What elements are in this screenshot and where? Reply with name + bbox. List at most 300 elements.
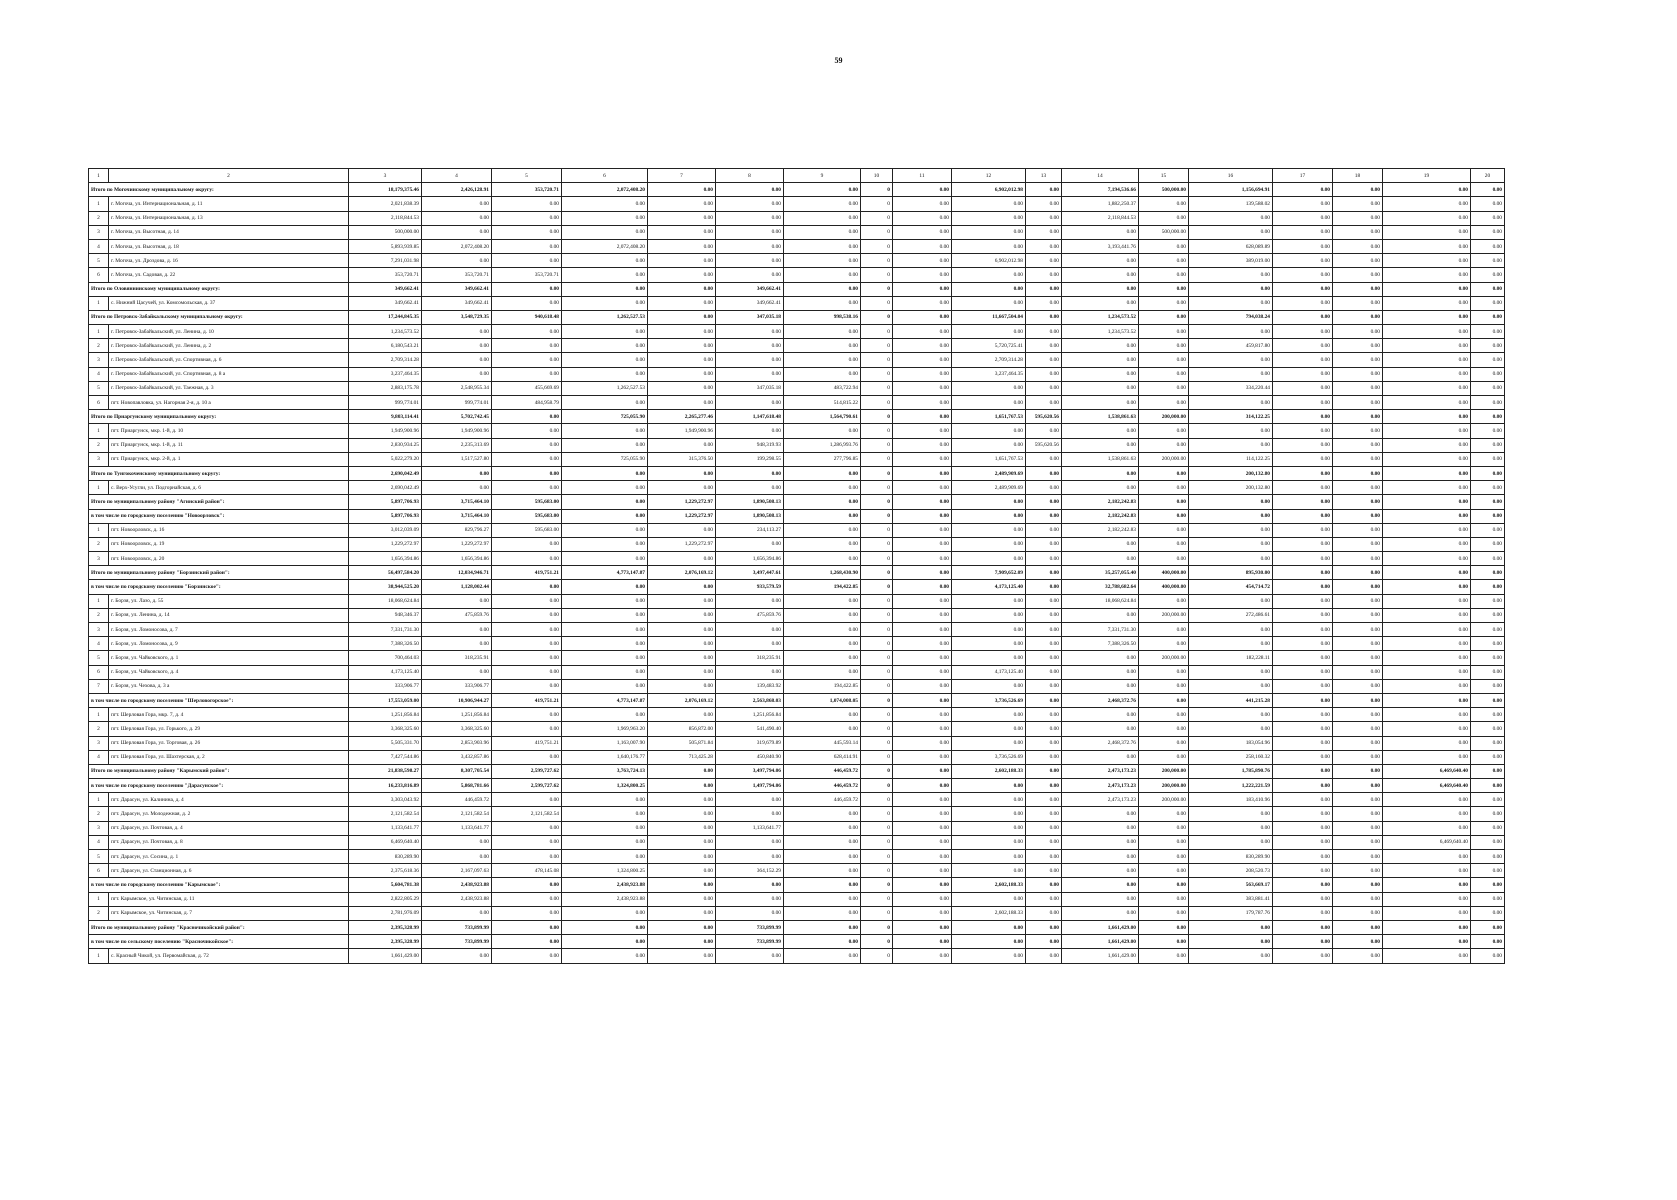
cell-col-9: 0.00	[784, 183, 861, 197]
cell-col-6: 2,438,923.88	[562, 878, 648, 892]
cell-col-12: 0.00	[952, 779, 1026, 793]
cell-col-12: 0.00	[952, 835, 1026, 849]
cell-col-8: 1,133,641.77	[716, 821, 784, 835]
cell-col-20: 0.00	[1471, 268, 1505, 282]
cell-col-11: 0.00	[893, 637, 952, 651]
row-address: г. Борзя, ул. Лазо, д. 55	[109, 594, 349, 608]
cell-col-4: 333,906.77	[422, 679, 492, 693]
cell-col-18: 0.00	[1333, 552, 1383, 566]
cell-col-16: 334,220.44	[1189, 381, 1273, 395]
cell-col-19: 0.00	[1383, 693, 1471, 707]
cell-col-9: 998,538.16	[784, 310, 861, 324]
cell-col-7: 0.00	[648, 850, 716, 864]
table-body	[89, 183, 1505, 963]
cell-col-15: 0.00	[1139, 906, 1189, 920]
cell-col-5: 0.00	[492, 594, 562, 608]
cell-col-13: 0.00	[1026, 310, 1062, 324]
cell-col-17: 0.00	[1273, 750, 1333, 764]
cell-col-14: 0.00	[1062, 367, 1139, 381]
cell-col-4: 0.00	[422, 850, 492, 864]
subtotal-row	[89, 693, 1505, 707]
cell-col-7: 0.00	[648, 381, 716, 395]
cell-col-4: 2,853,903.96	[422, 736, 492, 750]
cell-col-4: 0.00	[422, 949, 492, 963]
cell-col-18: 0.00	[1333, 424, 1383, 438]
cell-col-13: 0.00	[1026, 282, 1062, 296]
cell-col-6: 0.00	[562, 339, 648, 353]
cell-col-20: 0.00	[1471, 892, 1505, 906]
cell-col-3: 3,303,043.92	[349, 793, 422, 807]
cell-col-4: 12,034,946.71	[422, 566, 492, 580]
cell-col-11: 0.00	[893, 793, 952, 807]
cell-col-18: 0.00	[1333, 651, 1383, 665]
cell-col-15: 0.00	[1139, 495, 1189, 509]
cell-col-12: 0.00	[952, 793, 1026, 807]
row-address: г. Петровск-Забайкальский, ул. Спортивная, д. 8 а	[109, 367, 349, 381]
cell-col-19: 0.00	[1383, 381, 1471, 395]
cell-col-10: 0	[861, 693, 893, 707]
cell-col-18: 0.00	[1333, 665, 1383, 679]
cell-col-12: 1,651,767.53	[952, 452, 1026, 466]
cell-col-13: 595,620.56	[1026, 438, 1062, 452]
cell-col-15: 0.00	[1139, 339, 1189, 353]
cell-col-5: 0.00	[492, 637, 562, 651]
row-index: 1	[89, 296, 109, 310]
cell-col-11: 0.00	[893, 310, 952, 324]
cell-col-14: 2,468,372.76	[1062, 693, 1139, 707]
cell-col-17: 0.00	[1273, 850, 1333, 864]
cell-col-20: 0.00	[1471, 325, 1505, 339]
cell-col-18: 0.00	[1333, 750, 1383, 764]
cell-col-15: 0.00	[1139, 310, 1189, 324]
cell-col-3: 7,388,326.50	[349, 637, 422, 651]
table-row	[89, 339, 1505, 353]
cell-col-17: 0.00	[1273, 523, 1333, 537]
cell-col-15: 0.00	[1139, 637, 1189, 651]
cell-col-13: 0.00	[1026, 920, 1062, 934]
row-index: 1	[89, 594, 109, 608]
column-header-9: 9	[784, 169, 861, 183]
cell-col-12: 6,902,012.98	[952, 254, 1026, 268]
cell-col-11: 0.00	[893, 552, 952, 566]
cell-col-4: 1,128,002.44	[422, 580, 492, 594]
cell-col-4: 0.00	[422, 367, 492, 381]
cell-col-9: 0.00	[784, 608, 861, 622]
cell-col-6: 0.00	[562, 254, 648, 268]
cell-col-16: 0.00	[1189, 935, 1273, 949]
cell-col-13: 0.00	[1026, 339, 1062, 353]
cell-col-17: 0.00	[1273, 225, 1333, 239]
cell-col-8: 541,490.40	[716, 722, 784, 736]
cell-col-5: 0.00	[492, 835, 562, 849]
cell-col-8: 347,035.18	[716, 310, 784, 324]
cell-col-17: 0.00	[1273, 935, 1333, 949]
cell-col-10: 0	[861, 509, 893, 523]
cell-col-18: 0.00	[1333, 481, 1383, 495]
cell-col-16: 183,410.96	[1189, 793, 1273, 807]
cell-col-7: 2,076,169.12	[648, 566, 716, 580]
cell-col-8: 1,251,856.84	[716, 708, 784, 722]
cell-col-7: 1,949,900.96	[648, 424, 716, 438]
cell-col-12: 0.00	[952, 282, 1026, 296]
table-row	[89, 821, 1505, 835]
cell-col-7: 0.00	[648, 239, 716, 253]
cell-col-13: 0.00	[1026, 623, 1062, 637]
cell-col-3: 21,838,598.27	[349, 764, 422, 778]
cell-col-5: 0.00	[492, 296, 562, 310]
table-row	[89, 481, 1505, 495]
cell-col-8: 0.00	[716, 537, 784, 551]
cell-col-19: 0.00	[1383, 495, 1471, 509]
row-index: 6	[89, 268, 109, 282]
cell-col-9: 0.00	[784, 424, 861, 438]
row-address: г. Могоча, ул. Интернациональная, д. 11	[109, 197, 349, 211]
cell-col-19: 0.00	[1383, 750, 1471, 764]
cell-col-18: 0.00	[1333, 594, 1383, 608]
cell-col-15: 0.00	[1139, 282, 1189, 296]
subtotal-title: Итого по муниципальному району "Красночикойский район":	[89, 920, 349, 934]
row-index: 4	[89, 637, 109, 651]
cell-col-16: 441,215.28	[1189, 693, 1273, 707]
cell-col-8: 0.00	[716, 353, 784, 367]
cell-col-20: 0.00	[1471, 637, 1505, 651]
cell-col-8: 0.00	[716, 850, 784, 864]
cell-col-11: 0.00	[893, 750, 952, 764]
cell-col-8: 0.00	[716, 325, 784, 339]
cell-col-20: 0.00	[1471, 481, 1505, 495]
cell-col-7: 0.00	[648, 310, 716, 324]
cell-col-6: 0.00	[562, 353, 648, 367]
cell-col-12: 0.00	[952, 211, 1026, 225]
cell-col-19: 0.00	[1383, 410, 1471, 424]
cell-col-12: 0.00	[952, 594, 1026, 608]
cell-col-9: 446,459.72	[784, 793, 861, 807]
cell-col-4: 2,167,097.63	[422, 864, 492, 878]
cell-col-15: 0.00	[1139, 835, 1189, 849]
cell-col-17: 0.00	[1273, 339, 1333, 353]
cell-col-6: 0.00	[562, 821, 648, 835]
cell-col-15: 500,000.00	[1139, 225, 1189, 239]
cell-col-20: 0.00	[1471, 793, 1505, 807]
cell-col-4: 5,868,781.66	[422, 779, 492, 793]
cell-col-17: 0.00	[1273, 693, 1333, 707]
cell-col-17: 0.00	[1273, 481, 1333, 495]
cell-col-10: 0	[861, 353, 893, 367]
row-address: г. Борзя, ул. Чайковского, д. 1	[109, 651, 349, 665]
cell-col-18: 0.00	[1333, 566, 1383, 580]
cell-col-12: 0.00	[952, 708, 1026, 722]
cell-col-8: 0.00	[716, 239, 784, 253]
cell-col-16: 1,785,890.76	[1189, 764, 1273, 778]
cell-col-20: 0.00	[1471, 438, 1505, 452]
cell-col-19: 0.00	[1383, 821, 1471, 835]
row-address: г. Борзя, ул. Ленина, д. 14	[109, 608, 349, 622]
cell-col-15: 0.00	[1139, 708, 1189, 722]
cell-col-13: 0.00	[1026, 452, 1062, 466]
cell-col-17: 0.00	[1273, 906, 1333, 920]
subtotal-row	[89, 495, 1505, 509]
cell-col-14: 7,331,731.30	[1062, 623, 1139, 637]
cell-col-5: 419,751.21	[492, 566, 562, 580]
cell-col-16: 628,089.89	[1189, 239, 1273, 253]
cell-col-3: 349,662.41	[349, 282, 422, 296]
cell-col-3: 1,234,573.52	[349, 325, 422, 339]
cell-col-4: 0.00	[422, 325, 492, 339]
subtotal-row	[89, 764, 1505, 778]
row-index: 1	[89, 424, 109, 438]
cell-col-20: 0.00	[1471, 807, 1505, 821]
cell-col-15: 0.00	[1139, 438, 1189, 452]
cell-col-9: 1,286,993.76	[784, 438, 861, 452]
cell-col-7: 0.00	[648, 197, 716, 211]
cell-col-10: 0	[861, 935, 893, 949]
cell-col-14: 1,661,429.00	[1062, 949, 1139, 963]
cell-col-15: 0.00	[1139, 325, 1189, 339]
row-address: г. Могоча, ул. Дроздова, д. 16	[109, 254, 349, 268]
cell-col-16: 0.00	[1189, 367, 1273, 381]
cell-col-9: 0.00	[784, 367, 861, 381]
row-address: г. Могоча, ул. Садовая, д. 22	[109, 268, 349, 282]
table-row	[89, 651, 1505, 665]
cell-col-3: 4,173,125.40	[349, 665, 422, 679]
table-row	[89, 708, 1505, 722]
cell-col-6: 0.00	[562, 920, 648, 934]
cell-col-6: 0.00	[562, 296, 648, 310]
cell-col-6: 0.00	[562, 949, 648, 963]
cell-col-6: 2,438,923.88	[562, 892, 648, 906]
cell-col-17: 0.00	[1273, 679, 1333, 693]
cell-col-6: 1,324,800.25	[562, 864, 648, 878]
cell-col-18: 0.00	[1333, 452, 1383, 466]
cell-col-18: 0.00	[1333, 282, 1383, 296]
cell-col-19: 0.00	[1383, 807, 1471, 821]
subtotal-title: Итого по муниципальному району "Карымский район":	[89, 764, 349, 778]
cell-col-15: 0.00	[1139, 254, 1189, 268]
row-address: пгт. Новоорловск, д. 20	[109, 552, 349, 566]
cell-col-20: 0.00	[1471, 296, 1505, 310]
cell-col-18: 0.00	[1333, 736, 1383, 750]
cell-col-4: 353,720.71	[422, 268, 492, 282]
cell-col-13: 595,620.56	[1026, 410, 1062, 424]
cell-col-7: 1,229,272.97	[648, 495, 716, 509]
cell-col-5: 0.00	[492, 920, 562, 934]
cell-col-19: 0.00	[1383, 651, 1471, 665]
cell-col-5: 0.00	[492, 410, 562, 424]
cell-col-13: 0.00	[1026, 580, 1062, 594]
cell-col-17: 0.00	[1273, 197, 1333, 211]
cell-col-17: 0.00	[1273, 438, 1333, 452]
cell-col-18: 0.00	[1333, 495, 1383, 509]
cell-col-9: 194,422.85	[784, 580, 861, 594]
row-address: г. Борзя, ул. Чехова, д. 3 а	[109, 679, 349, 693]
cell-col-7: 0.00	[648, 864, 716, 878]
row-address: пгт. Приаргунск, мкр. 2-й, д. 1	[109, 452, 349, 466]
cell-col-4: 0.00	[422, 211, 492, 225]
cell-col-11: 0.00	[893, 183, 952, 197]
cell-col-14: 1,234,573.52	[1062, 325, 1139, 339]
cell-col-19: 0.00	[1383, 892, 1471, 906]
row-index: 1	[89, 708, 109, 722]
cell-col-17: 0.00	[1273, 623, 1333, 637]
cell-col-10: 0	[861, 339, 893, 353]
cell-col-6: 0.00	[562, 906, 648, 920]
cell-col-4: 2,438,923.88	[422, 892, 492, 906]
table-row	[89, 211, 1505, 225]
cell-col-11: 0.00	[893, 764, 952, 778]
cell-col-16: 0.00	[1189, 708, 1273, 722]
cell-col-10: 0	[861, 254, 893, 268]
cell-col-6: 0.00	[562, 623, 648, 637]
cell-col-11: 0.00	[893, 906, 952, 920]
cell-col-11: 0.00	[893, 708, 952, 722]
cell-col-12: 0.00	[952, 552, 1026, 566]
cell-col-8: 349,662.41	[716, 282, 784, 296]
subtotal-row	[89, 779, 1505, 793]
cell-col-3: 999,774.01	[349, 396, 422, 410]
row-address: с. Красный Чикой, ул. Первомайская, д. 72	[109, 949, 349, 963]
cell-col-12: 0.00	[952, 679, 1026, 693]
cell-col-14: 0.00	[1062, 750, 1139, 764]
table-row	[89, 864, 1505, 878]
cell-col-11: 0.00	[893, 410, 952, 424]
cell-col-17: 0.00	[1273, 396, 1333, 410]
cell-col-9: 0.00	[784, 935, 861, 949]
cell-col-3: 5,022,279.20	[349, 452, 422, 466]
cell-col-16: 200,132.80	[1189, 466, 1273, 480]
cell-col-5: 0.00	[492, 793, 562, 807]
cell-col-4: 1,251,856.84	[422, 708, 492, 722]
cell-col-19: 0.00	[1383, 906, 1471, 920]
row-index: 4	[89, 750, 109, 764]
cell-col-13: 0.00	[1026, 523, 1062, 537]
cell-col-18: 0.00	[1333, 623, 1383, 637]
cell-col-4: 0.00	[422, 623, 492, 637]
cell-col-13: 0.00	[1026, 325, 1062, 339]
cell-col-12: 2,602,188.33	[952, 878, 1026, 892]
cell-col-7: 0.00	[648, 523, 716, 537]
cell-col-13: 0.00	[1026, 892, 1062, 906]
cell-col-9: 0.00	[784, 481, 861, 495]
cell-col-18: 0.00	[1333, 779, 1383, 793]
table-row	[89, 679, 1505, 693]
row-index: 6	[89, 665, 109, 679]
subtotal-row	[89, 878, 1505, 892]
table-row	[89, 353, 1505, 367]
cell-col-14: 0.00	[1062, 254, 1139, 268]
cell-col-20: 0.00	[1471, 779, 1505, 793]
table-row	[89, 523, 1505, 537]
cell-col-7: 0.00	[648, 708, 716, 722]
cell-col-13: 0.00	[1026, 254, 1062, 268]
row-address: пгт. Приаргунск, мкр. 1-й, д. 10	[109, 424, 349, 438]
cell-col-8: 0.00	[716, 637, 784, 651]
cell-col-11: 0.00	[893, 693, 952, 707]
cell-col-5: 2,599,727.62	[492, 764, 562, 778]
cell-col-4: 0.00	[422, 466, 492, 480]
cell-col-20: 0.00	[1471, 183, 1505, 197]
row-address: пгт. Шерловая Гора, мкр. 7, д. 4	[109, 708, 349, 722]
cell-col-7: 0.00	[648, 367, 716, 381]
cell-col-15: 200,000.00	[1139, 793, 1189, 807]
cell-col-11: 0.00	[893, 679, 952, 693]
cell-col-12: 0.00	[952, 396, 1026, 410]
cell-col-3: 349,662.41	[349, 296, 422, 310]
subtotal-title: в том числе по городскому поселению "Дарасунское":	[89, 779, 349, 793]
cell-col-8: 0.00	[716, 835, 784, 849]
cell-col-16: 794,038.24	[1189, 310, 1273, 324]
column-header-20: 20	[1471, 169, 1505, 183]
cell-col-11: 0.00	[893, 353, 952, 367]
cell-col-6: 0.00	[562, 835, 648, 849]
cell-col-6: 0.00	[562, 495, 648, 509]
cell-col-19: 0.00	[1383, 594, 1471, 608]
cell-col-5: 0.00	[492, 537, 562, 551]
cell-col-4: 2,235,313.69	[422, 438, 492, 452]
cell-col-13: 0.00	[1026, 835, 1062, 849]
cell-col-18: 0.00	[1333, 410, 1383, 424]
cell-col-10: 0	[861, 396, 893, 410]
cell-col-20: 0.00	[1471, 580, 1505, 594]
cell-col-14: 0.00	[1062, 424, 1139, 438]
cell-col-3: 700,464.03	[349, 651, 422, 665]
cell-col-4: 349,662.41	[422, 282, 492, 296]
cell-col-7: 0.00	[648, 268, 716, 282]
row-index: 4	[89, 367, 109, 381]
cell-col-6: 0.00	[562, 793, 648, 807]
cell-col-17: 0.00	[1273, 381, 1333, 395]
cell-col-15: 200,000.00	[1139, 608, 1189, 622]
cell-col-9: 0.00	[784, 722, 861, 736]
cell-col-9: 0.00	[784, 835, 861, 849]
cell-col-10: 0	[861, 566, 893, 580]
cell-col-6: 0.00	[562, 197, 648, 211]
cell-col-11: 0.00	[893, 949, 952, 963]
cell-col-12: 1,651,767.53	[952, 410, 1026, 424]
row-address: г. Могоча, ул. Интернациональная, д. 13	[109, 211, 349, 225]
cell-col-10: 0	[861, 310, 893, 324]
cell-col-11: 0.00	[893, 268, 952, 282]
cell-col-7: 0.00	[648, 466, 716, 480]
cell-col-20: 0.00	[1471, 424, 1505, 438]
row-address: пгт. Новоорловск, д. 19	[109, 537, 349, 551]
cell-col-4: 10,906,944.27	[422, 693, 492, 707]
subtotal-title: в том числе по сельскому поселению "Красночикойское":	[89, 935, 349, 949]
cell-col-3: 353,720.71	[349, 268, 422, 282]
cell-col-3: 1,133,641.77	[349, 821, 422, 835]
cell-col-16: 179,787.76	[1189, 906, 1273, 920]
cell-col-8: 2,563,868.03	[716, 693, 784, 707]
cell-col-8: 349,662.41	[716, 296, 784, 310]
cell-col-15: 0.00	[1139, 537, 1189, 551]
cell-col-16: 0.00	[1189, 495, 1273, 509]
cell-col-9: 445,593.14	[784, 736, 861, 750]
cell-col-12: 0.00	[952, 438, 1026, 452]
cell-col-4: 0.00	[422, 225, 492, 239]
row-index: 2	[89, 722, 109, 736]
cell-col-6: 1,262,527.53	[562, 381, 648, 395]
cell-col-10: 0	[861, 665, 893, 679]
cell-col-15: 0.00	[1139, 935, 1189, 949]
cell-col-5: 0.00	[492, 665, 562, 679]
cell-col-4: 2,121,582.54	[422, 807, 492, 821]
cell-col-10: 0	[861, 452, 893, 466]
cell-col-15: 0.00	[1139, 807, 1189, 821]
cell-col-15: 0.00	[1139, 523, 1189, 537]
cell-col-19: 0.00	[1383, 608, 1471, 622]
cell-col-16: 0.00	[1189, 637, 1273, 651]
cell-col-5: 0.00	[492, 623, 562, 637]
table-row	[89, 835, 1505, 849]
